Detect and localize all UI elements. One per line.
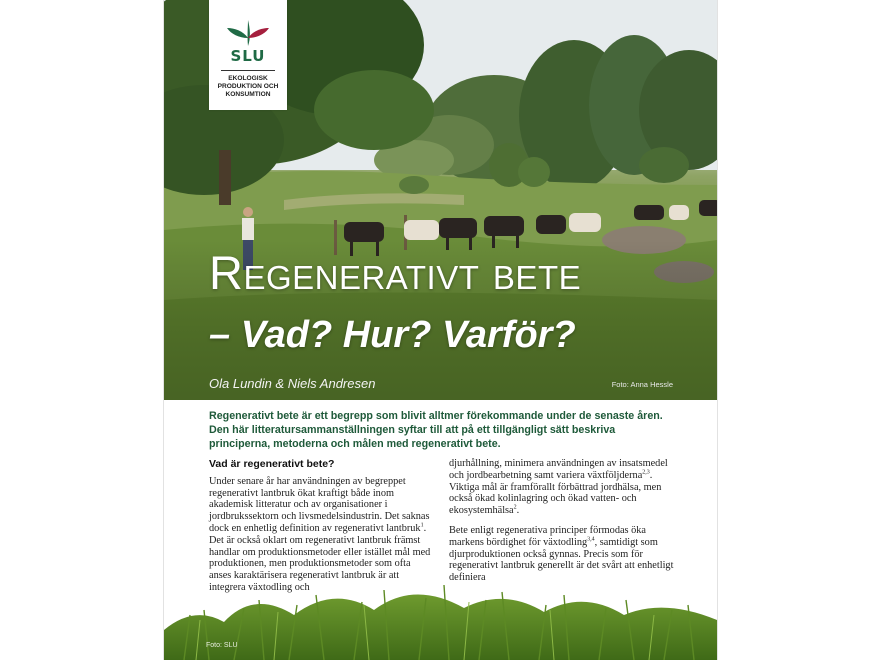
photo-credit: Foto: Anna Hessle xyxy=(611,380,673,389)
document-title: Regenerativt bete xyxy=(209,246,582,299)
logo-tagline-line-1: EKOLOGISK xyxy=(228,75,268,82)
reference-marker: 2,3 xyxy=(642,469,650,476)
body-text: . Viktiga mål är framförallt förbättrad jordhälsa, men också ökad kolinlagring och ökad vatten- och ekosystemhälsa xyxy=(449,469,662,517)
section-heading: Vad är regenerativt bete? xyxy=(209,458,335,470)
logo-tagline-line-3: KONSUMTION xyxy=(225,91,271,98)
document-subtitle: – Vad? Hur? Varför? xyxy=(209,314,576,356)
body-text: . Det är också oklart om regenerativt lantbruk främst handlar om produktionsmetoder eller istället mål med produktionen, men produktionsmetoder som ofta anses karaktärisera regenerativt lantbruk är att integrera växtodling och xyxy=(209,522,431,593)
lead-paragraph: Regenerativt bete är ett begrepp som blivit alltmer förekommande under de senaste åren. Den här litteratursammanställningen syftar till att på ett tillgängligt sätt beskriva principerna, metoderna och målen med regenerativt bete. xyxy=(209,410,663,450)
grass-footer-illustration xyxy=(164,560,717,660)
body-text: . xyxy=(516,505,520,517)
slu-leaf-icon xyxy=(225,18,271,48)
logo-tagline xyxy=(209,75,287,99)
reference-marker: 1 xyxy=(420,522,424,529)
body-text: Under senare år har användningen av begreppet regenerativt lantbruk ökat kraftigt både inom akademisk litteratur och av organisationer i jordbrukssektorn och livsmedelsindustrin. Det saknas dock en enhetlig definition av regenerativt lantbruk xyxy=(209,475,430,534)
body-text: , samtidigt som djurproduktionen också gynnas. Precis som för regenerativt lantbruk generellt är det svårt att enhetligt definiera xyxy=(449,536,674,584)
body-paragraph xyxy=(449,458,674,517)
hero-photo xyxy=(164,0,717,400)
document-page xyxy=(163,0,718,660)
slu-logo xyxy=(209,0,287,110)
logo-divider xyxy=(221,70,275,71)
reference-marker: 2 xyxy=(513,504,517,511)
logo-abbreviation: SLU xyxy=(230,47,266,65)
body-text: djurhållning, minimera användningen av insatsmedel och jordbearbetning samt variera växtföljderna xyxy=(449,458,668,481)
logo-tagline-line-2: PRODUKTION OCH xyxy=(217,83,279,90)
authors: Ola Lundin & Niels Andresen xyxy=(209,376,376,391)
grass-photo-credit: Foto: SLU xyxy=(206,642,238,649)
body-text: Bete enligt regenerativa principer förmodas öka markens bördighet för växtodling xyxy=(449,524,646,548)
reference-marker: 3,4 xyxy=(587,536,595,543)
